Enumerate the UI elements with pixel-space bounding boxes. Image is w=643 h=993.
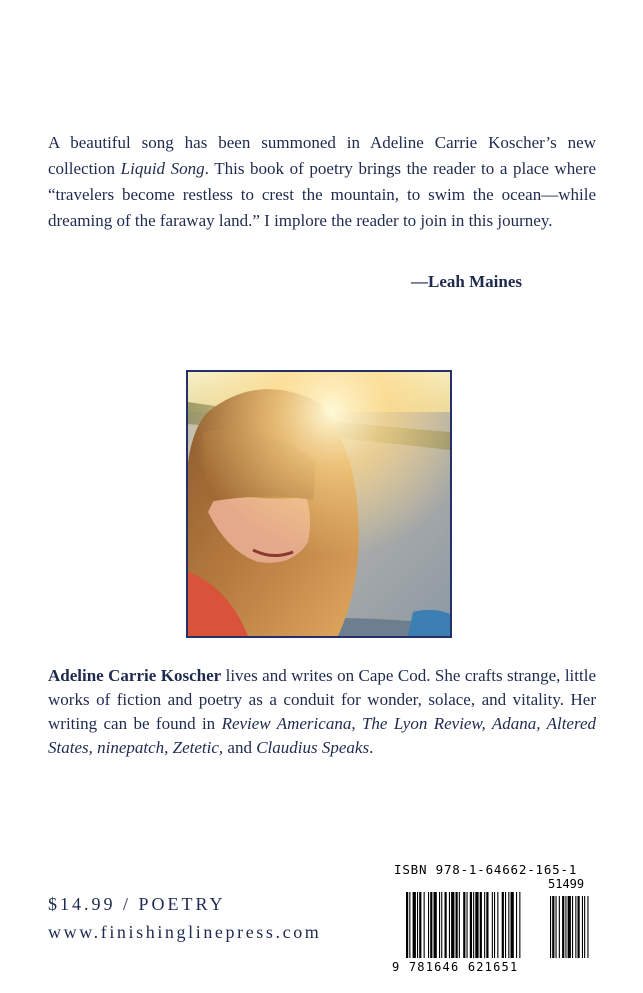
- bio-and: and: [223, 738, 257, 757]
- bio-publications: Review Americana, The Lyon Review, Adana, Altered States, ninepatch, Zetetic,: [48, 714, 596, 757]
- price-code: 51499: [548, 877, 585, 891]
- bio-end: .: [369, 738, 374, 757]
- publisher-website: www.finishinglinepress.com: [48, 922, 322, 942]
- barcode-bars: [392, 892, 596, 960]
- author-bio: [48, 664, 596, 760]
- blurb-text-2: . This book of poetry brings the reader to a place where “travelers become restless to crest the mountain, to swim the ocean—while dreaming of the faraway land.” I implore the reader to join in this journey.: [48, 159, 596, 230]
- author-photo: [186, 370, 452, 638]
- isbn-barcode: [392, 862, 596, 976]
- author-name: Adeline Carrie Koscher: [48, 666, 222, 685]
- book-title: Liquid Song: [120, 159, 205, 178]
- isbn-number: ISBN 978-1-64662-165-1: [394, 862, 578, 877]
- bio-text: lives and writes on Cape Cod. She crafts strange, little works of fiction and poetry as a conduit for wonder, solace, and vitality. Her writing can be found in: [48, 666, 596, 733]
- barcode-digits: 9 781646 621651: [392, 960, 519, 974]
- back-cover-blurb: [48, 130, 596, 234]
- bio-last-publication: Claudius Speaks: [256, 738, 370, 757]
- blurb-text-1: A beautiful song has been summoned in Adeline Carrie Koscher’s new collection: [48, 133, 596, 178]
- blurb-attribution: —Leah Maines: [411, 272, 522, 291]
- price-category: $14.99 / POETRY: [48, 894, 226, 914]
